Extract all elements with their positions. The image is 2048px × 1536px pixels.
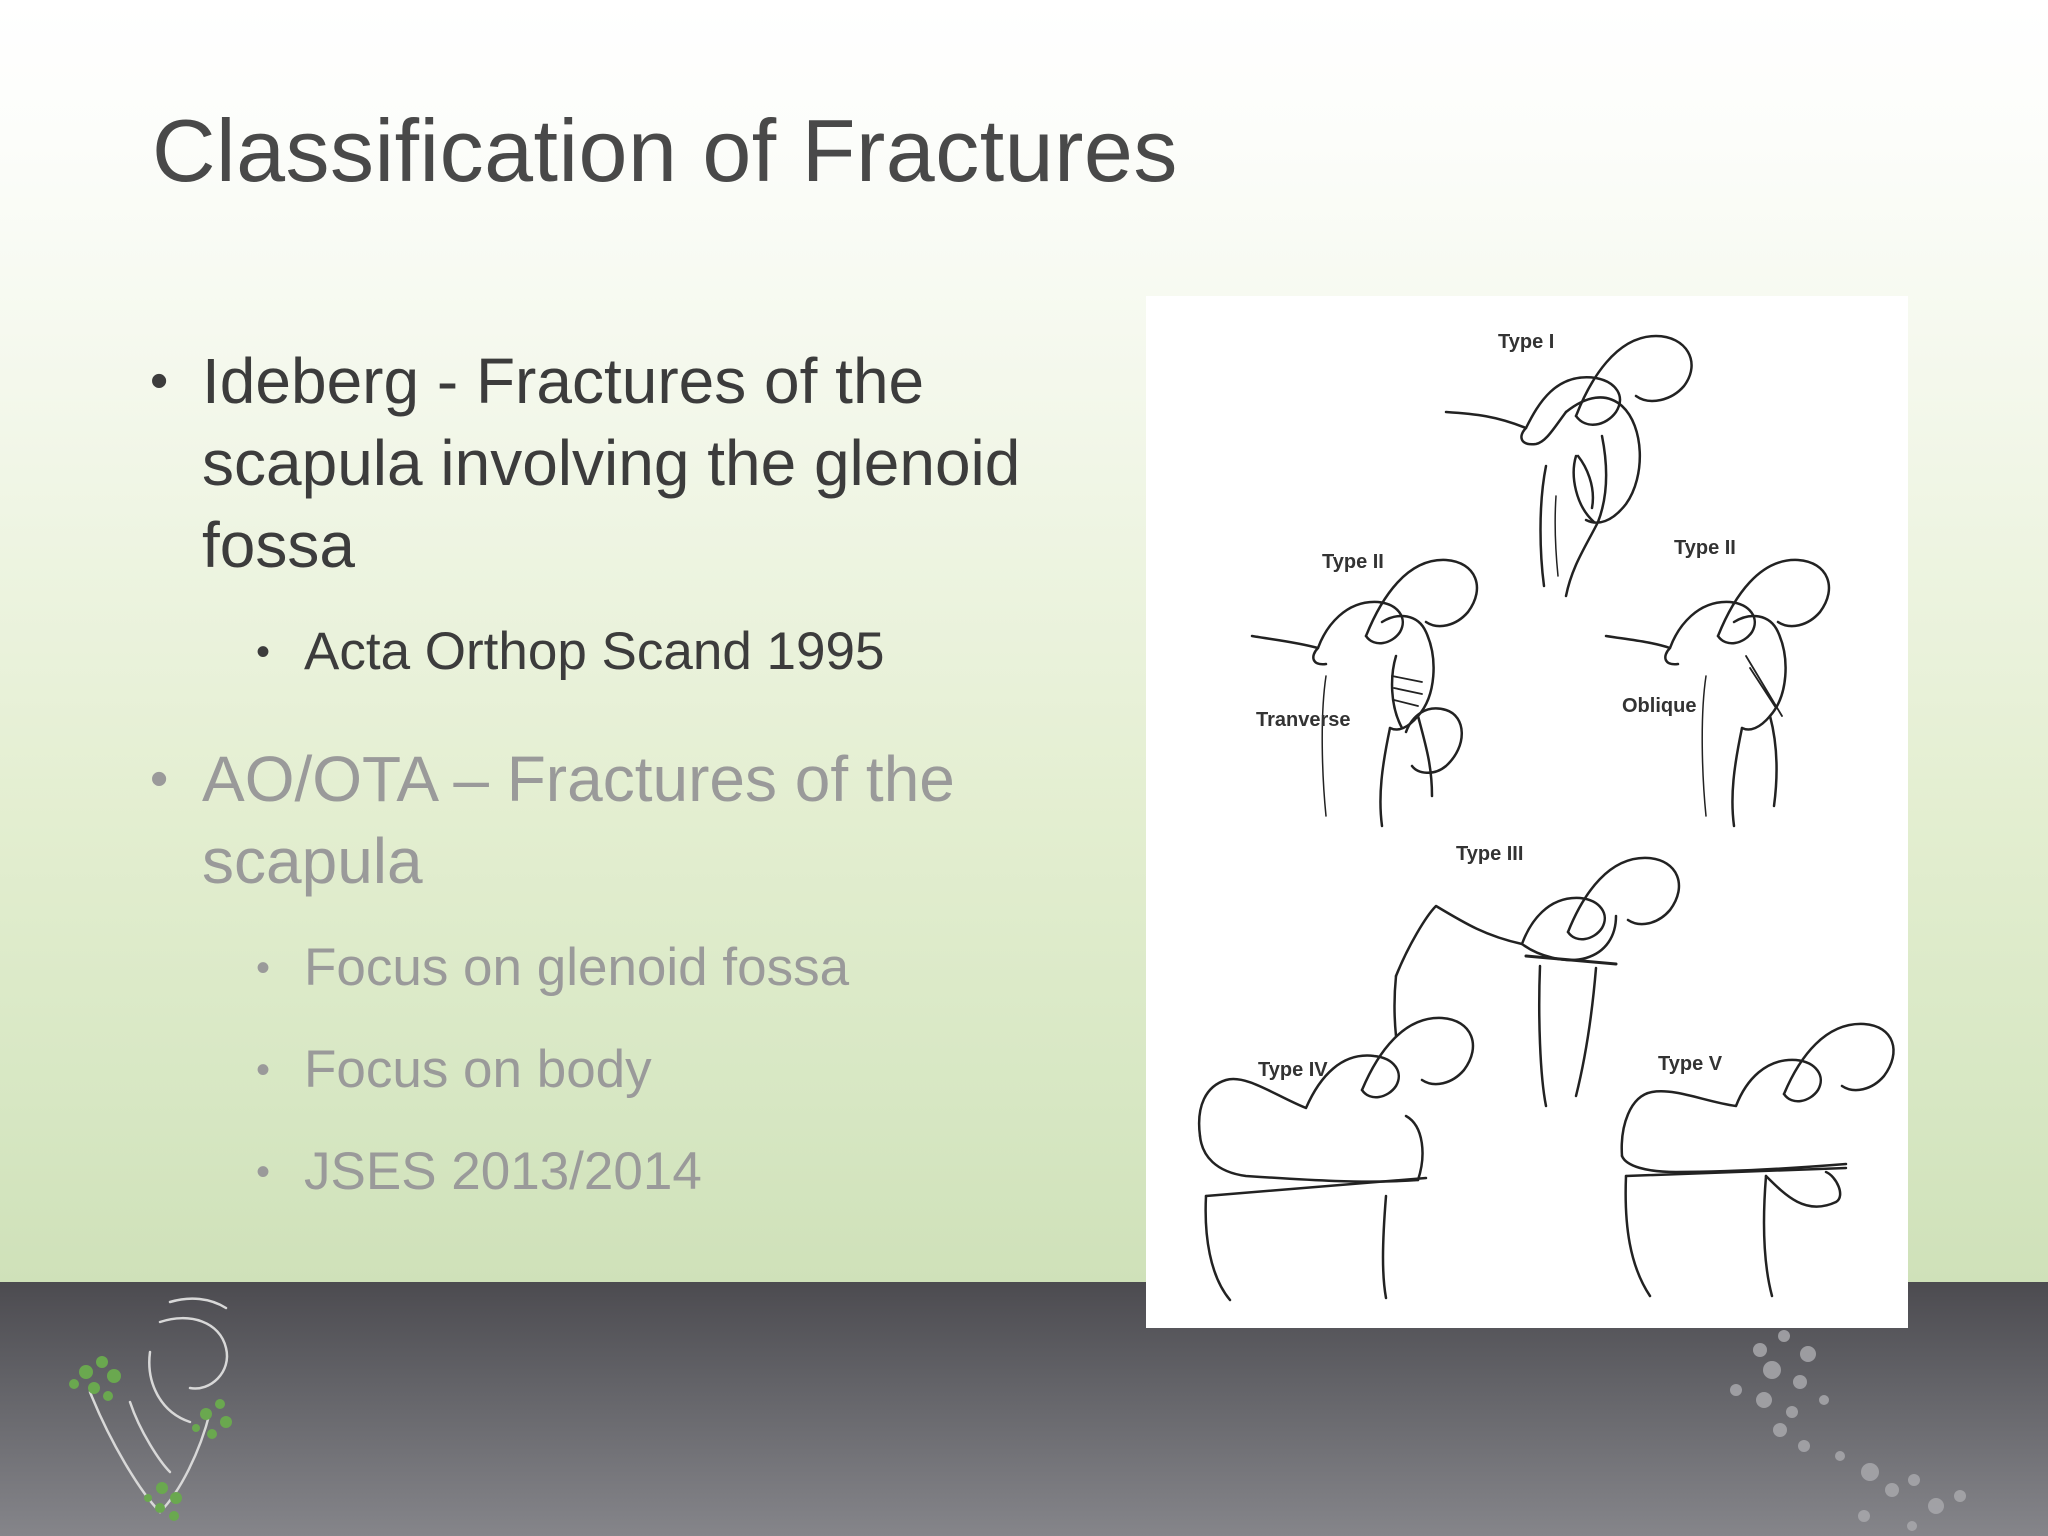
bullet-dot: •	[150, 352, 169, 410]
label-transverse: Tranverse	[1256, 709, 1351, 731]
bullet-text: Focus on body	[304, 1040, 652, 1099]
label-type-1: Type I	[1498, 331, 1555, 353]
scapula-type-4-drawing	[1199, 1018, 1473, 1300]
scapula-type-3-drawing	[1395, 858, 1679, 1106]
label-type-2a: Type II	[1322, 551, 1384, 573]
bullet-dot: •	[256, 1048, 271, 1092]
scapula-type-2-oblique-drawing	[1606, 560, 1829, 826]
scapula-type-1-drawing	[1446, 336, 1692, 596]
bullet-text: Acta Orthop Scand 1995	[304, 622, 885, 681]
bullet-ao-ota	[150, 738, 1090, 902]
bullet-text: AO/OTA – Fractures of the scapula	[202, 743, 955, 897]
bullet-dot: •	[256, 946, 271, 990]
bullet-dot: •	[256, 1150, 271, 1194]
label-oblique: Oblique	[1622, 695, 1697, 717]
sub-bullet-body	[256, 1038, 1076, 1102]
label-type-4: Type IV	[1258, 1059, 1328, 1081]
sub-bullet-glenoid	[256, 936, 1076, 1000]
fracture-illustration	[1146, 296, 1908, 1328]
bullet-ideberg	[150, 340, 1090, 586]
ideberg-classification-figure	[1146, 296, 1908, 1328]
sub-bullet-acta	[256, 620, 1076, 684]
scapula-type-2-transverse-drawing	[1252, 560, 1477, 826]
bullet-text: Ideberg - Fractures of the scapula involving the glenoid fossa	[202, 345, 1021, 581]
bullet-text: JSES 2013/2014	[304, 1142, 702, 1201]
bullet-dot: •	[256, 630, 271, 674]
label-type-2b: Type II	[1674, 537, 1736, 559]
label-type-5: Type V	[1658, 1053, 1723, 1075]
label-type-3: Type III	[1456, 843, 1524, 865]
bullet-text: Focus on glenoid fossa	[304, 938, 850, 997]
sub-bullet-jses	[256, 1140, 1076, 1204]
decorative-dots-icon	[1700, 1320, 2048, 1536]
bullet-dot: •	[150, 750, 169, 808]
logo-icon	[50, 1292, 270, 1532]
slide-title: Classification of Fractures	[152, 101, 1178, 200]
